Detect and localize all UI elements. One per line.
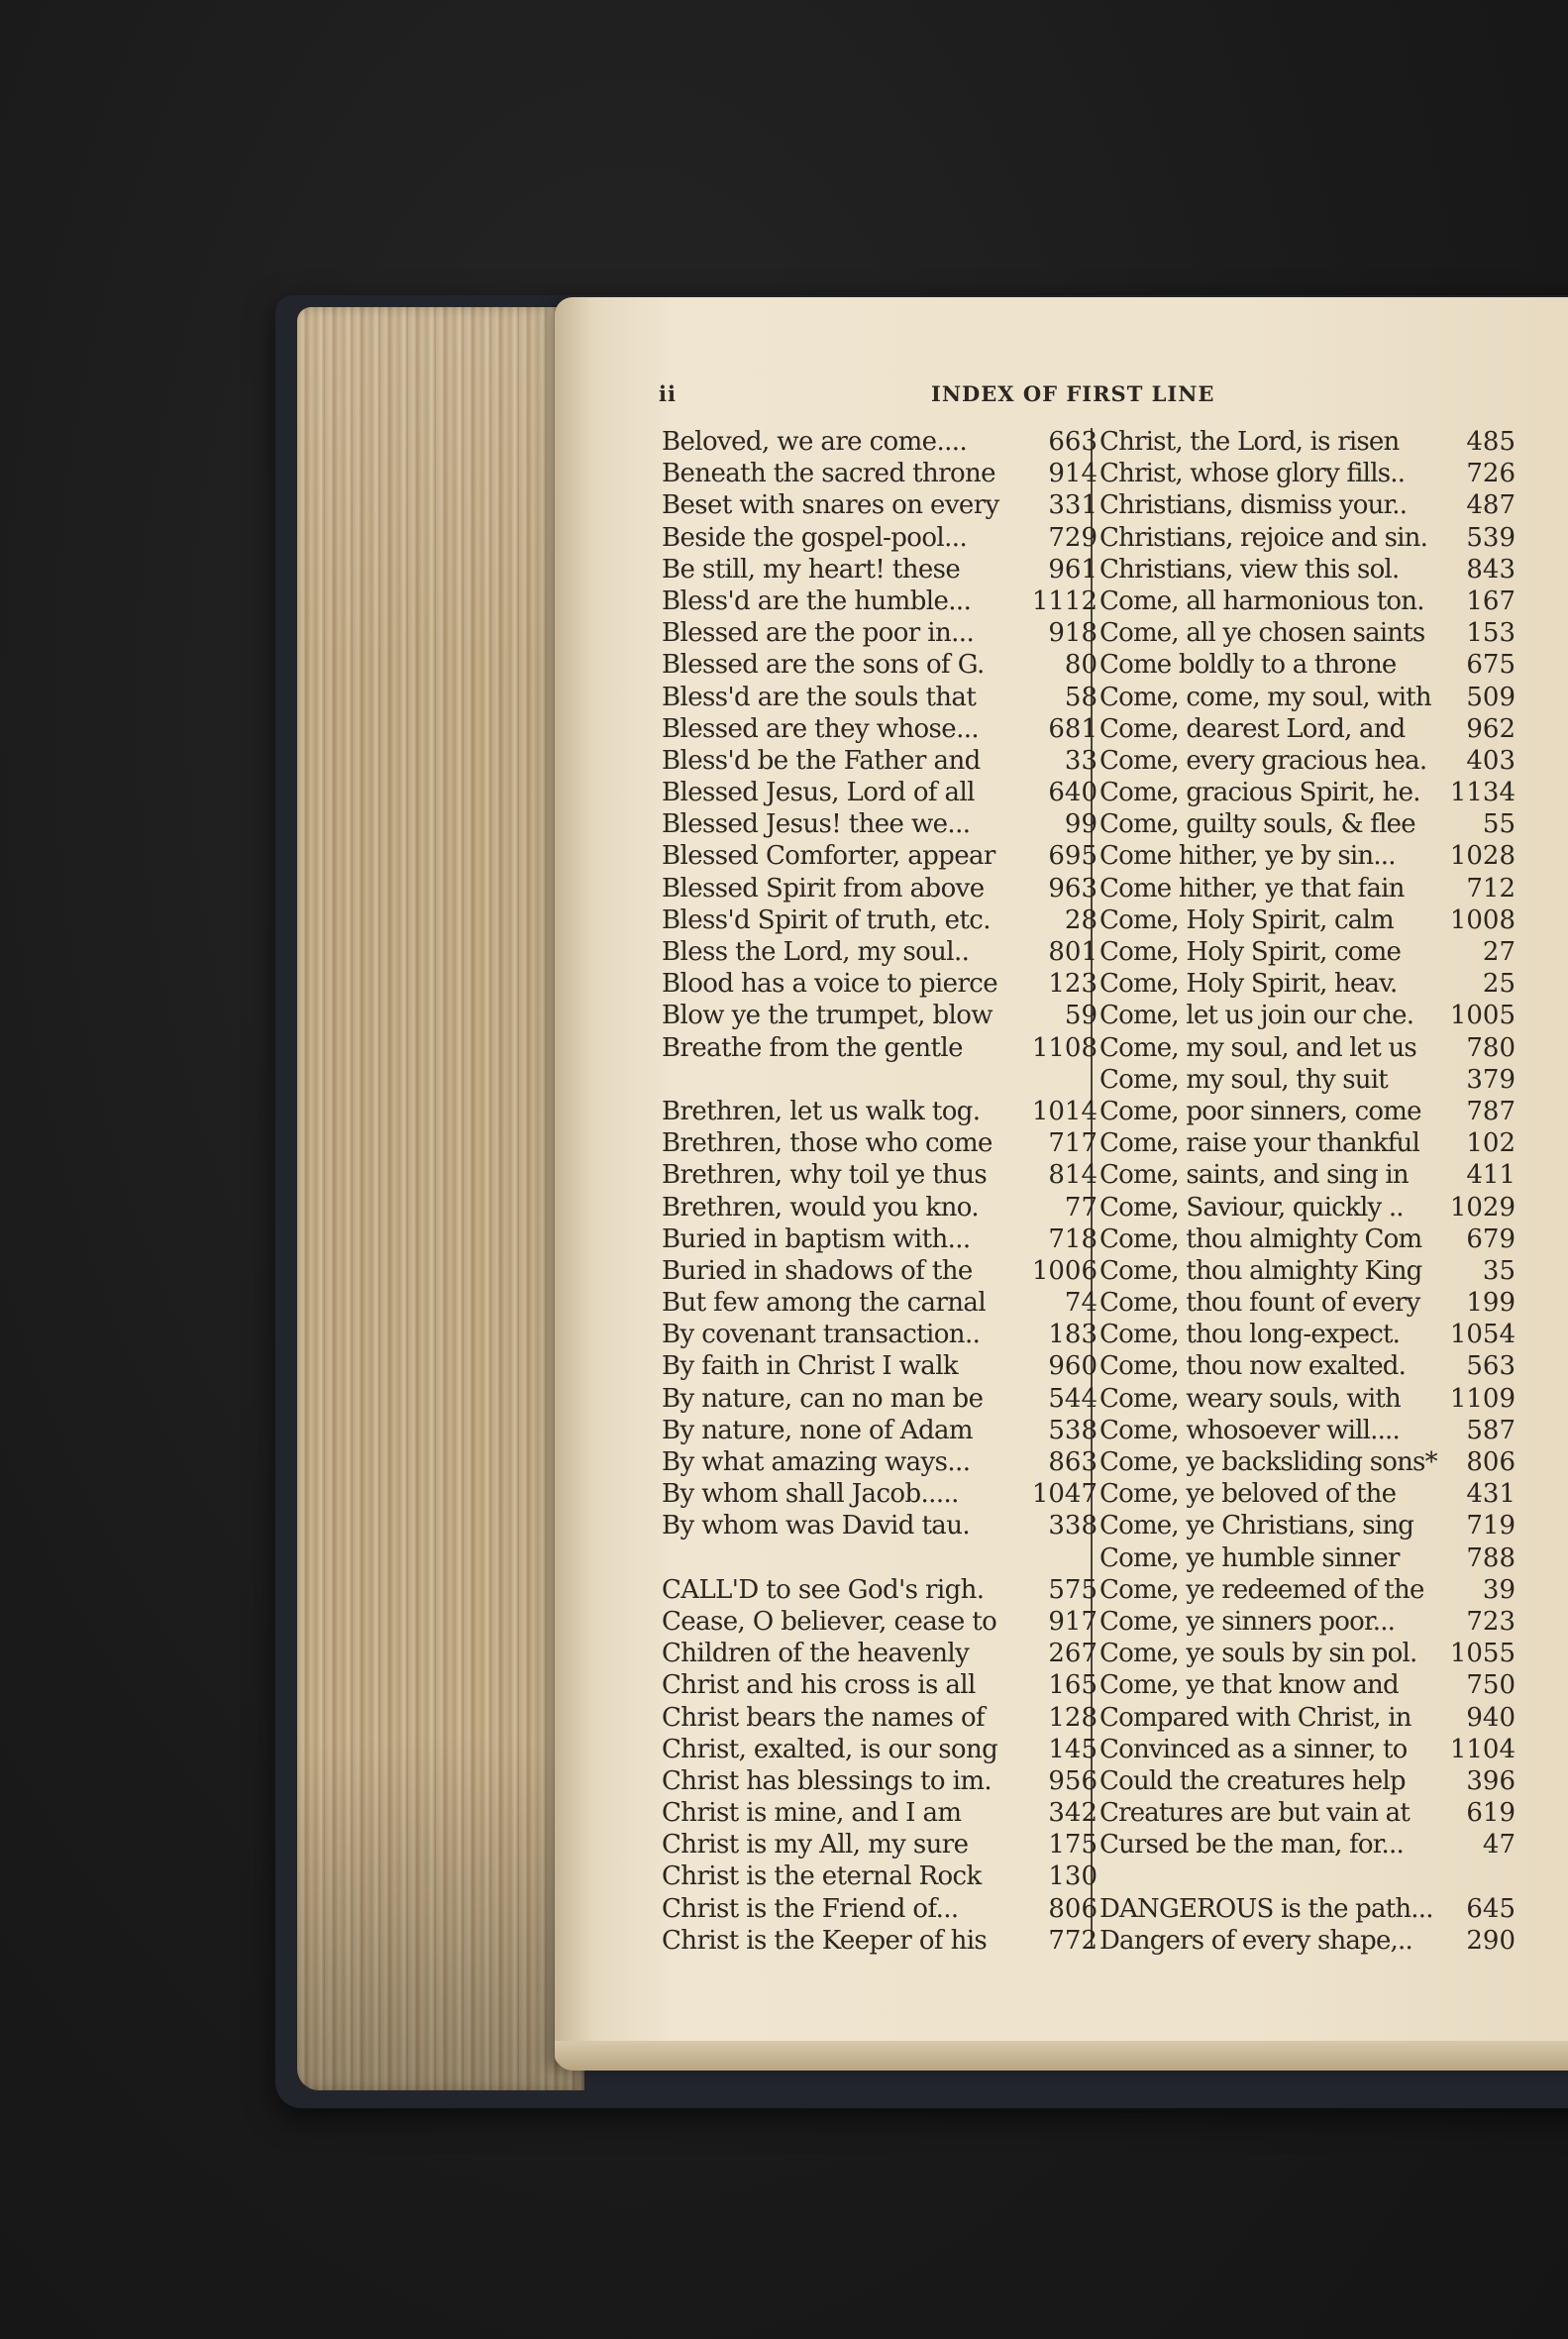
index-entry	[662, 904, 1098, 936]
hymn-number: 956	[1048, 1765, 1098, 1796]
first-line-text: By nature, can no man be	[662, 1383, 984, 1414]
hymn-number: 28	[1064, 904, 1098, 935]
index-entry	[662, 745, 1098, 777]
hymn-number: 718	[1048, 1223, 1098, 1254]
index-entry	[1099, 1032, 1516, 1064]
hymn-number: 963	[1048, 873, 1098, 904]
first-line-text: Christ and his cross is all	[662, 1670, 976, 1701]
index-gap	[1099, 1861, 1516, 1892]
hymn-number: 712	[1466, 873, 1516, 904]
hymn-number: 165	[1048, 1670, 1098, 1701]
first-line-text: Come, ye backsliding sons*	[1099, 1447, 1437, 1477]
first-line-text: Come, dearest Lord, and	[1099, 713, 1406, 744]
index-entry	[1099, 840, 1516, 872]
hymn-number: 487	[1466, 490, 1516, 521]
first-line-text: Beloved, we are come....	[662, 427, 968, 457]
index-entry	[1099, 1478, 1516, 1510]
first-line-text: Christ is the Friend of...	[662, 1893, 959, 1924]
index-entry	[662, 682, 1098, 713]
hymn-number: 267	[1048, 1639, 1098, 1669]
index-entry	[662, 1606, 1098, 1638]
hymn-number: 128	[1048, 1702, 1098, 1733]
index-gap	[662, 1064, 1098, 1096]
first-line-text: Come boldly to a throne	[1099, 650, 1397, 681]
hymn-number: 675	[1466, 650, 1516, 681]
first-line-text: Come, saints, and sing in	[1099, 1160, 1409, 1191]
first-line-text: Compared with Christ, in	[1099, 1702, 1411, 1733]
index-entry	[1099, 1287, 1516, 1319]
first-line-text: Creatures are but vain at	[1099, 1798, 1410, 1829]
index-entry	[662, 522, 1098, 554]
first-line-text: Beside the gospel-pool...	[662, 522, 968, 553]
hymn-number: 58	[1064, 682, 1098, 712]
hymn-number: 960	[1048, 1351, 1098, 1382]
first-line-text: Blow ye the trumpet, blow	[662, 1001, 993, 1031]
hymn-number: 199	[1466, 1288, 1516, 1319]
first-line-text: Be still, my heart! these	[662, 554, 961, 585]
index-entry	[1099, 682, 1516, 713]
hymn-number: 723	[1466, 1606, 1516, 1637]
first-line-text: Buried in shadows of the	[662, 1255, 973, 1286]
index-gap	[662, 1542, 1098, 1574]
first-line-text: Christians, dismiss your..	[1099, 490, 1408, 521]
index-entry	[662, 1829, 1098, 1861]
hymn-number: 123	[1048, 969, 1098, 1000]
index-entry	[662, 968, 1098, 1000]
index-entry	[662, 1861, 1098, 1892]
hymn-number: 1104	[1449, 1734, 1516, 1764]
first-line-text: But few among the carnal	[662, 1288, 987, 1319]
hymn-number: 539	[1466, 522, 1516, 553]
index-entry	[1099, 1127, 1516, 1159]
index-entry	[662, 1383, 1098, 1415]
index-entry	[662, 1574, 1098, 1606]
hymn-number: 1014	[1031, 1096, 1098, 1126]
hymn-number: 1055	[1449, 1639, 1516, 1669]
first-line-text: By whom shall Jacob.....	[662, 1479, 959, 1510]
index-entry	[662, 808, 1098, 840]
index-entry	[662, 1319, 1098, 1350]
hymn-number: 33	[1064, 745, 1098, 776]
hymn-number: 961	[1048, 554, 1098, 585]
index-entry	[662, 1223, 1098, 1255]
first-line-text: Brethren, would you kno.	[662, 1192, 979, 1223]
index-entry	[662, 936, 1098, 968]
index-entry	[1099, 426, 1516, 458]
index-column-left	[662, 426, 1098, 1957]
hymn-number: 587	[1466, 1415, 1516, 1445]
index-entry	[1099, 522, 1516, 554]
index-entry	[1099, 1734, 1516, 1765]
hymn-number: 801	[1048, 937, 1098, 967]
index-entry	[662, 1096, 1098, 1127]
index-entry	[1099, 1350, 1516, 1382]
index-entry	[1099, 1096, 1516, 1127]
hymn-number: 167	[1466, 585, 1516, 616]
index-entry	[1099, 936, 1516, 968]
index-entry	[1099, 1669, 1516, 1701]
first-line-text: Brethren, why toil ye thus	[662, 1160, 988, 1191]
index-entry	[662, 1255, 1098, 1287]
index-entry	[1099, 1574, 1516, 1606]
first-line-text: Come, come, my soul, with	[1099, 682, 1431, 712]
index-entry	[662, 777, 1098, 808]
hymn-number: 27	[1482, 937, 1516, 967]
hymn-number: 717	[1048, 1128, 1098, 1159]
hymn-number: 485	[1466, 427, 1516, 457]
hymn-number: 338	[1048, 1511, 1098, 1542]
hymn-number: 509	[1466, 682, 1516, 712]
first-line-text: Christ is mine, and I am	[662, 1798, 962, 1829]
hymn-number: 719	[1466, 1511, 1516, 1542]
hymn-number: 145	[1048, 1734, 1098, 1764]
first-line-text: Christ bears the names of	[662, 1702, 986, 1733]
first-line-text: Christ is the eternal Rock	[662, 1861, 982, 1892]
index-entry	[662, 1127, 1098, 1159]
hymn-number: 1047	[1031, 1479, 1098, 1510]
first-line-text: Christ is the Keeper of his	[662, 1925, 988, 1956]
first-line-text: Come hither, ye by sin...	[1099, 841, 1396, 872]
hymn-number: 788	[1466, 1542, 1516, 1573]
first-line-text: Dangers of every shape,..	[1099, 1925, 1412, 1956]
hymn-number: 917	[1048, 1606, 1098, 1637]
first-line-text: By faith in Christ I walk	[662, 1351, 959, 1382]
hymn-number: 1005	[1449, 1001, 1516, 1031]
first-line-text: Blood has a voice to pierce	[662, 969, 998, 1000]
hymn-number: 681	[1048, 713, 1098, 744]
index-entry	[1099, 1415, 1516, 1446]
index-title: INDEX OF FIRST LINE	[931, 381, 1215, 406]
index-entry	[662, 1192, 1098, 1223]
index-entry	[1099, 585, 1516, 617]
first-line-text: Christ, the Lord, is risen	[1099, 427, 1400, 457]
index-entry	[1099, 1159, 1516, 1191]
first-line-text: Children of the heavenly	[662, 1639, 970, 1669]
hymn-number: 290	[1466, 1925, 1516, 1956]
index-entry	[1099, 458, 1516, 489]
first-line-text: Come, ye sinners poor...	[1099, 1606, 1396, 1637]
index-entry	[1099, 489, 1516, 521]
first-line-text: Christ is my All, my sure	[662, 1830, 969, 1861]
index-entry	[662, 1478, 1098, 1510]
first-line-text: Bless the Lord, my soul..	[662, 937, 970, 967]
hymn-number: 55	[1482, 809, 1516, 840]
first-line-text: Come, thou almighty Com	[1099, 1223, 1422, 1254]
first-line-text: Blessed Jesus! thee we...	[662, 809, 971, 840]
index-entry	[1099, 1223, 1516, 1255]
index-entry	[1099, 1542, 1516, 1574]
index-entry	[1099, 968, 1516, 1000]
page-edges-shade	[297, 307, 584, 2090]
first-line-text: Blessed Comforter, appear	[662, 841, 995, 872]
first-line-text: Christ, whose glory fills..	[1099, 459, 1406, 489]
first-line-text: Blessed are the poor in...	[662, 618, 975, 649]
hymn-number: 750	[1466, 1670, 1516, 1701]
first-line-text: Beset with snares on every	[662, 490, 999, 521]
first-line-text: Come, gracious Spirit, he.	[1099, 778, 1420, 808]
index-entry	[1099, 1829, 1516, 1861]
first-line-text: Come, weary souls, with	[1099, 1383, 1401, 1414]
hymn-number: 640	[1048, 778, 1098, 808]
index-entry	[1099, 1064, 1516, 1096]
first-line-text: Come, ye humble sinner	[1099, 1542, 1400, 1573]
hymn-number: 914	[1048, 459, 1098, 489]
hymn-number: 1028	[1449, 841, 1516, 872]
hymn-number: 806	[1048, 1893, 1098, 1924]
first-line-text: Come, let us join our che.	[1099, 1001, 1414, 1031]
index-entry	[662, 585, 1098, 617]
running-head	[659, 381, 1233, 421]
index-entry	[1099, 1000, 1516, 1031]
hymn-number: 1134	[1449, 778, 1516, 808]
index-entry	[662, 1669, 1098, 1701]
hymn-number: 645	[1466, 1893, 1516, 1924]
index-entry	[662, 426, 1098, 458]
index-entry	[1099, 808, 1516, 840]
first-line-text: Christ, exalted, is our song	[662, 1734, 998, 1764]
first-line-text: Christians, rejoice and sin.	[1099, 522, 1428, 553]
hymn-number: 102	[1466, 1128, 1516, 1159]
first-line-text: Come, my soul, thy suit	[1099, 1064, 1388, 1095]
hymn-number: 1054	[1449, 1320, 1516, 1350]
first-line-text: By nature, none of Adam	[662, 1415, 973, 1445]
hymn-number: 575	[1048, 1574, 1098, 1605]
hymn-number: 331	[1048, 490, 1098, 521]
hymn-number: 183	[1048, 1320, 1098, 1350]
hymn-number: 342	[1048, 1798, 1098, 1829]
index-entry	[662, 1159, 1098, 1191]
first-line-text: DANGEROUS is the path...	[1099, 1893, 1433, 1924]
index-entry	[662, 873, 1098, 904]
hymn-number: 563	[1466, 1351, 1516, 1382]
first-line-text: Come, thou almighty King	[1099, 1255, 1422, 1286]
first-line-text: Come, whosoever will....	[1099, 1415, 1400, 1445]
first-line-text: Come, thou long-expect.	[1099, 1320, 1401, 1350]
hymn-number: 1109	[1449, 1383, 1516, 1414]
first-line-text: Buried in baptism with...	[662, 1223, 971, 1254]
index-entry	[662, 1893, 1098, 1925]
first-line-text: By what amazing ways...	[662, 1447, 971, 1477]
index-entry	[1099, 554, 1516, 585]
index-entry	[662, 1350, 1098, 1382]
first-line-text: Come, raise your thankful	[1099, 1128, 1420, 1159]
index-entry	[662, 458, 1098, 489]
hymn-number: 1008	[1449, 904, 1516, 935]
hymn-number: 175	[1048, 1830, 1098, 1861]
index-entry	[662, 713, 1098, 745]
first-line-text: Blessed are they whose...	[662, 713, 980, 744]
hymn-number: 77	[1064, 1192, 1098, 1223]
hymn-number: 1108	[1031, 1032, 1098, 1063]
hymn-number: 962	[1466, 713, 1516, 744]
hymn-number: 538	[1048, 1415, 1098, 1445]
index-entry	[1099, 1383, 1516, 1415]
index-entry	[662, 617, 1098, 649]
first-line-text: Come, every gracious hea.	[1099, 745, 1427, 776]
first-line-text: Come, all harmonious ton.	[1099, 585, 1424, 616]
first-line-text: Convinced as a sinner, to	[1099, 1734, 1408, 1764]
first-line-text: Come, Saviour, quickly ..	[1099, 1192, 1404, 1223]
index-entry	[1099, 1702, 1516, 1734]
first-line-text: CALL'D to see God's righ.	[662, 1574, 985, 1605]
index-entry	[662, 1287, 1098, 1319]
hymn-number: 695	[1048, 841, 1098, 872]
hymn-number: 99	[1064, 809, 1098, 840]
hymn-number: 153	[1466, 618, 1516, 649]
index-entry	[662, 1765, 1098, 1797]
index-entry	[662, 1638, 1098, 1669]
first-line-text: Come, ye beloved of the	[1099, 1479, 1397, 1510]
index-entry	[662, 649, 1098, 681]
first-line-text: Bless'd Spirit of truth, etc.	[662, 904, 991, 935]
index-column-right	[1099, 426, 1516, 1957]
first-line-text: Brethren, let us walk tog.	[662, 1096, 981, 1126]
hymn-number: 863	[1048, 1447, 1098, 1477]
index-entry	[1099, 1638, 1516, 1669]
hymn-number: 940	[1466, 1702, 1516, 1733]
first-line-text: Come, all ye chosen saints	[1099, 618, 1425, 649]
hymn-number: 843	[1466, 554, 1516, 585]
first-line-text: Come, poor sinners, come	[1099, 1096, 1421, 1126]
index-entry	[662, 1000, 1098, 1031]
index-entry	[1099, 904, 1516, 936]
index-entry	[662, 1032, 1098, 1064]
index-entry	[1099, 1765, 1516, 1797]
hymn-number: 918	[1048, 618, 1098, 649]
first-line-text: Come, ye redeemed of the	[1099, 1574, 1424, 1605]
index-entry	[1099, 1606, 1516, 1638]
index-entry	[662, 1702, 1098, 1734]
hymn-number: 729	[1048, 522, 1098, 553]
hymn-number: 431	[1466, 1479, 1516, 1510]
hymn-number: 544	[1048, 1383, 1098, 1414]
first-line-text: Blessed Jesus, Lord of all	[662, 778, 975, 808]
hymn-number: 411	[1466, 1160, 1516, 1191]
first-line-text: Come, thou now exalted.	[1099, 1351, 1407, 1382]
first-line-text: Come, Holy Spirit, calm	[1099, 904, 1394, 935]
first-line-text: Brethren, those who come	[662, 1128, 993, 1159]
first-line-text: Bless'd be the Father and	[662, 745, 981, 776]
index-entry	[1099, 1446, 1516, 1478]
first-line-text: Beneath the sacred throne	[662, 459, 995, 489]
index-entry	[1099, 1510, 1516, 1542]
first-line-text: Come, thou fount of every	[1099, 1288, 1420, 1319]
first-line-text: Come, ye souls by sin pol.	[1099, 1639, 1417, 1669]
hymn-number: 80	[1064, 650, 1098, 681]
index-entry	[1099, 777, 1516, 808]
index-entry	[1099, 745, 1516, 777]
index-entry	[1099, 713, 1516, 745]
index-entry	[662, 554, 1098, 585]
hymn-number: 1006	[1031, 1255, 1098, 1286]
hymn-number: 403	[1466, 745, 1516, 776]
first-line-text: Come, guilty souls, & flee	[1099, 809, 1415, 840]
index-entry	[662, 840, 1098, 872]
hymn-number: 379	[1466, 1064, 1516, 1095]
first-line-text: Could the creatures help	[1099, 1765, 1406, 1796]
index-entry	[1099, 873, 1516, 904]
first-line-text: Cease, O believer, cease to	[662, 1606, 997, 1637]
index-entry	[1099, 649, 1516, 681]
first-line-text: Come hither, ye that fain	[1099, 873, 1405, 904]
hymn-number: 59	[1064, 1001, 1098, 1031]
index-entry	[662, 1510, 1098, 1542]
first-line-text: Come, ye Christians, sing	[1099, 1511, 1414, 1542]
page-number: ii	[659, 381, 677, 406]
hymn-number: 772	[1048, 1925, 1098, 1956]
index-entry	[662, 489, 1098, 521]
hymn-number: 39	[1482, 1574, 1516, 1605]
hymn-number: 806	[1466, 1447, 1516, 1477]
index-entry	[662, 1797, 1098, 1829]
index-entry	[1099, 617, 1516, 649]
first-line-text: Come, my soul, and let us	[1099, 1032, 1416, 1063]
first-line-text: Come, Holy Spirit, come	[1099, 937, 1402, 967]
first-line-text: Come, ye that know and	[1099, 1670, 1399, 1701]
hymn-number: 25	[1482, 969, 1516, 1000]
hymn-number: 47	[1482, 1830, 1516, 1861]
hymn-number: 679	[1466, 1223, 1516, 1254]
first-line-text: Christians, view this sol.	[1099, 554, 1400, 585]
hymn-number: 726	[1466, 459, 1516, 489]
hymn-number: 780	[1466, 1032, 1516, 1063]
index-entry	[662, 1734, 1098, 1765]
hymn-number: 814	[1048, 1160, 1098, 1191]
index-entry	[662, 1925, 1098, 1957]
first-line-text: Bless'd are the souls that	[662, 682, 977, 712]
hymn-number: 619	[1466, 1798, 1516, 1829]
first-line-text: Come, Holy Spirit, heav.	[1099, 969, 1398, 1000]
first-line-text: Blessed Spirit from above	[662, 873, 985, 904]
hymn-number: 787	[1466, 1096, 1516, 1126]
index-entry	[1099, 1255, 1516, 1287]
index-entry	[1099, 1893, 1516, 1925]
hymn-number: 396	[1466, 1765, 1516, 1796]
index-entry	[1099, 1797, 1516, 1829]
first-line-text: Christ has blessings to im.	[662, 1765, 993, 1796]
hymn-number: 663	[1048, 427, 1098, 457]
first-line-text: Cursed be the man, for...	[1099, 1830, 1404, 1861]
first-line-text: Bless'd are the humble...	[662, 585, 972, 616]
index-entry	[662, 1415, 1098, 1446]
hymn-number: 1112	[1031, 585, 1098, 616]
index-entry	[662, 1446, 1098, 1478]
hymn-number: 35	[1482, 1255, 1516, 1286]
first-line-text: By covenant transaction..	[662, 1320, 981, 1350]
first-line-text: Breathe from the gentle	[662, 1032, 963, 1063]
first-line-text: By whom was David tau.	[662, 1511, 971, 1542]
index-entry	[1099, 1319, 1516, 1350]
page-bottom-edge	[555, 2041, 1568, 2071]
first-line-text: Blessed are the sons of G.	[662, 650, 985, 681]
index-entry	[1099, 1925, 1516, 1957]
hymn-number: 130	[1048, 1861, 1098, 1892]
index-entry	[1099, 1192, 1516, 1223]
hymn-number: 74	[1064, 1288, 1098, 1319]
hymn-number: 1029	[1449, 1192, 1516, 1223]
